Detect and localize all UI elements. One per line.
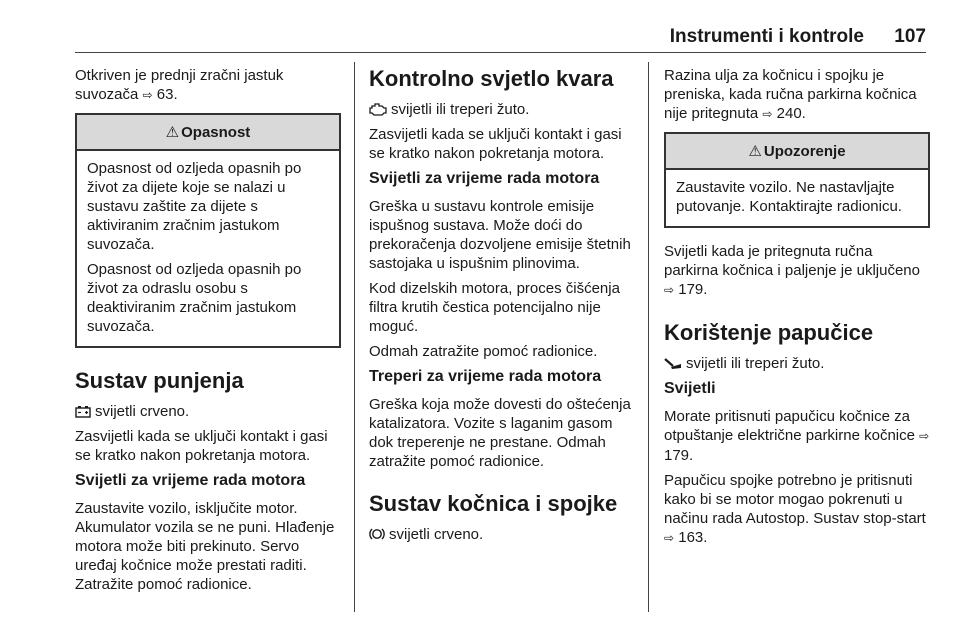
header-divider <box>75 52 926 53</box>
intro-paragraph: Otkriven je prednji zračni jastuk suvozača ⇨ 63. <box>75 67 284 103</box>
section-heading-pedal: Korištenje papučice <box>664 320 874 345</box>
page-ref-icon: ⇨ <box>664 531 675 545</box>
fault-text-4: Odmah zatražite pomoć radionice. <box>369 343 598 360</box>
warning-box-header: ⚠ Upozorenje <box>666 134 928 170</box>
fault-subheading-1: Svijetli za vrijeme rada motora <box>369 170 600 187</box>
column-1 <box>75 66 341 600</box>
page-ref: 179. <box>664 447 694 464</box>
page-ref-icon: ⇨ <box>762 107 773 121</box>
page-ref-icon: ⇨ <box>142 88 153 102</box>
fault-text-2: Greška u sustavu kontrole emisije ispušnog sustava. Može doći do prekoračenja dozvoljene emisije štetnih sastojaka u ispušnim plinovima. <box>369 198 631 272</box>
pedal-text-1: Morate pritisnuti papučicu kočnice za otpuštanje električne parkirne kočnice ⇨ 179. <box>664 408 930 464</box>
warning-triangle-icon: ⚠ <box>165 123 180 141</box>
engine-icon <box>369 103 387 116</box>
column-divider-1 <box>354 62 355 612</box>
page-ref: 163. <box>678 529 708 546</box>
brake-fluid-paragraph: Razina ulja za kočnicu i spojku je preniska, kada ručna parkirna kočnica nije pritegnuta ⇨ 240. <box>664 67 917 122</box>
page-ref: 63. <box>156 86 178 103</box>
pedal-icon <box>664 358 682 370</box>
danger-text-1: Opasnost od ozljeda opasnih po život za dijete koje se nalazi u sustavu zaštite za dijete s aktiviranim zračnim jastukom suvozača. <box>87 160 302 253</box>
page-number: 107 <box>894 26 926 47</box>
section-heading-brake: Sustav kočnica i spojke <box>369 491 618 516</box>
page-ref: 179. <box>678 281 708 298</box>
warning-triangle-icon: ⚠ <box>748 142 762 160</box>
danger-text-2: Opasnost od ozljeda opasnih po život za odraslu osobu s deaktiviranim zračnim jastukom suvozača. <box>87 261 302 335</box>
warning-box-body <box>666 170 928 226</box>
column-divider-2 <box>648 62 649 612</box>
fault-text-5: Greška koja može dovesti do oštećenja katalizatora. Vozite s laganim gasom dok treperenje ne prestane. Odmah zatražite pomoć radionice. <box>369 396 631 470</box>
warning-text: Zaustavite vozilo. Ne nastavljajte putovanje. Kontaktirajte radionicu. <box>676 179 902 215</box>
page-ref-icon: ⇨ <box>919 429 930 443</box>
danger-box <box>75 113 341 348</box>
pedal-subheading: Svijetli <box>664 380 716 397</box>
pedal-text-2: Papučicu spojke potrebno je pritisnuti kako bi se motor mogao pokrenuti u načinu rada Autostop. Sustav stop-start ⇨ 163. <box>664 472 926 546</box>
column-2 <box>369 66 635 550</box>
parking-brake-paragraph: Svijetli kada je pritegnuta ručna parkirna kočnica i paljenje je uključeno ⇨ 179. <box>664 243 920 298</box>
brake-warning-icon <box>369 527 385 541</box>
header-title: Instrumenti i kontrole <box>669 26 864 47</box>
page-ref: 240. <box>776 105 806 122</box>
charging-indicator-line: svijetli crveno. <box>75 402 341 421</box>
fault-text-1: Zasvijetli kada se uključi kontakt i gasi se kratko nakon pokretanja motora. <box>369 126 622 162</box>
pedal-indicator-line: svijetli ili treperi žuto. <box>664 354 930 373</box>
fault-subheading-2: Treperi za vrijeme rada motora <box>369 368 602 385</box>
section-heading-charging: Sustav punjenja <box>75 368 244 393</box>
danger-box-body <box>77 151 339 346</box>
charging-subheading: Svijetli za vrijeme rada motora <box>75 472 306 489</box>
column-3 <box>664 66 930 554</box>
warning-box <box>664 132 930 228</box>
page-ref-icon: ⇨ <box>664 283 675 297</box>
section-heading-fault: Kontrolno svjetlo kvara <box>369 66 614 91</box>
charging-text-2: Zaustavite vozilo, isključite motor. Akumulator vozila se ne puni. Hlađenje motora može biti prekinuto. Servo uređaj kočnice može prestati raditi. Zatražite pomoć radionice. <box>75 500 335 593</box>
page-header <box>75 26 926 52</box>
fault-indicator-line: svijetli ili treperi žuto. <box>369 100 635 119</box>
brake-indicator-line: svijetli crveno. <box>369 525 635 544</box>
battery-icon <box>75 406 91 418</box>
danger-box-header: ⚠ Opasnost <box>77 115 339 151</box>
charging-text-1: Zasvijetli kada se uključi kontakt i gasi se kratko nakon pokretanja motora. <box>75 428 328 464</box>
fault-text-3: Kod dizelskih motora, proces čišćenja filtra krutih čestica potencijalno nije moguć. <box>369 280 620 335</box>
